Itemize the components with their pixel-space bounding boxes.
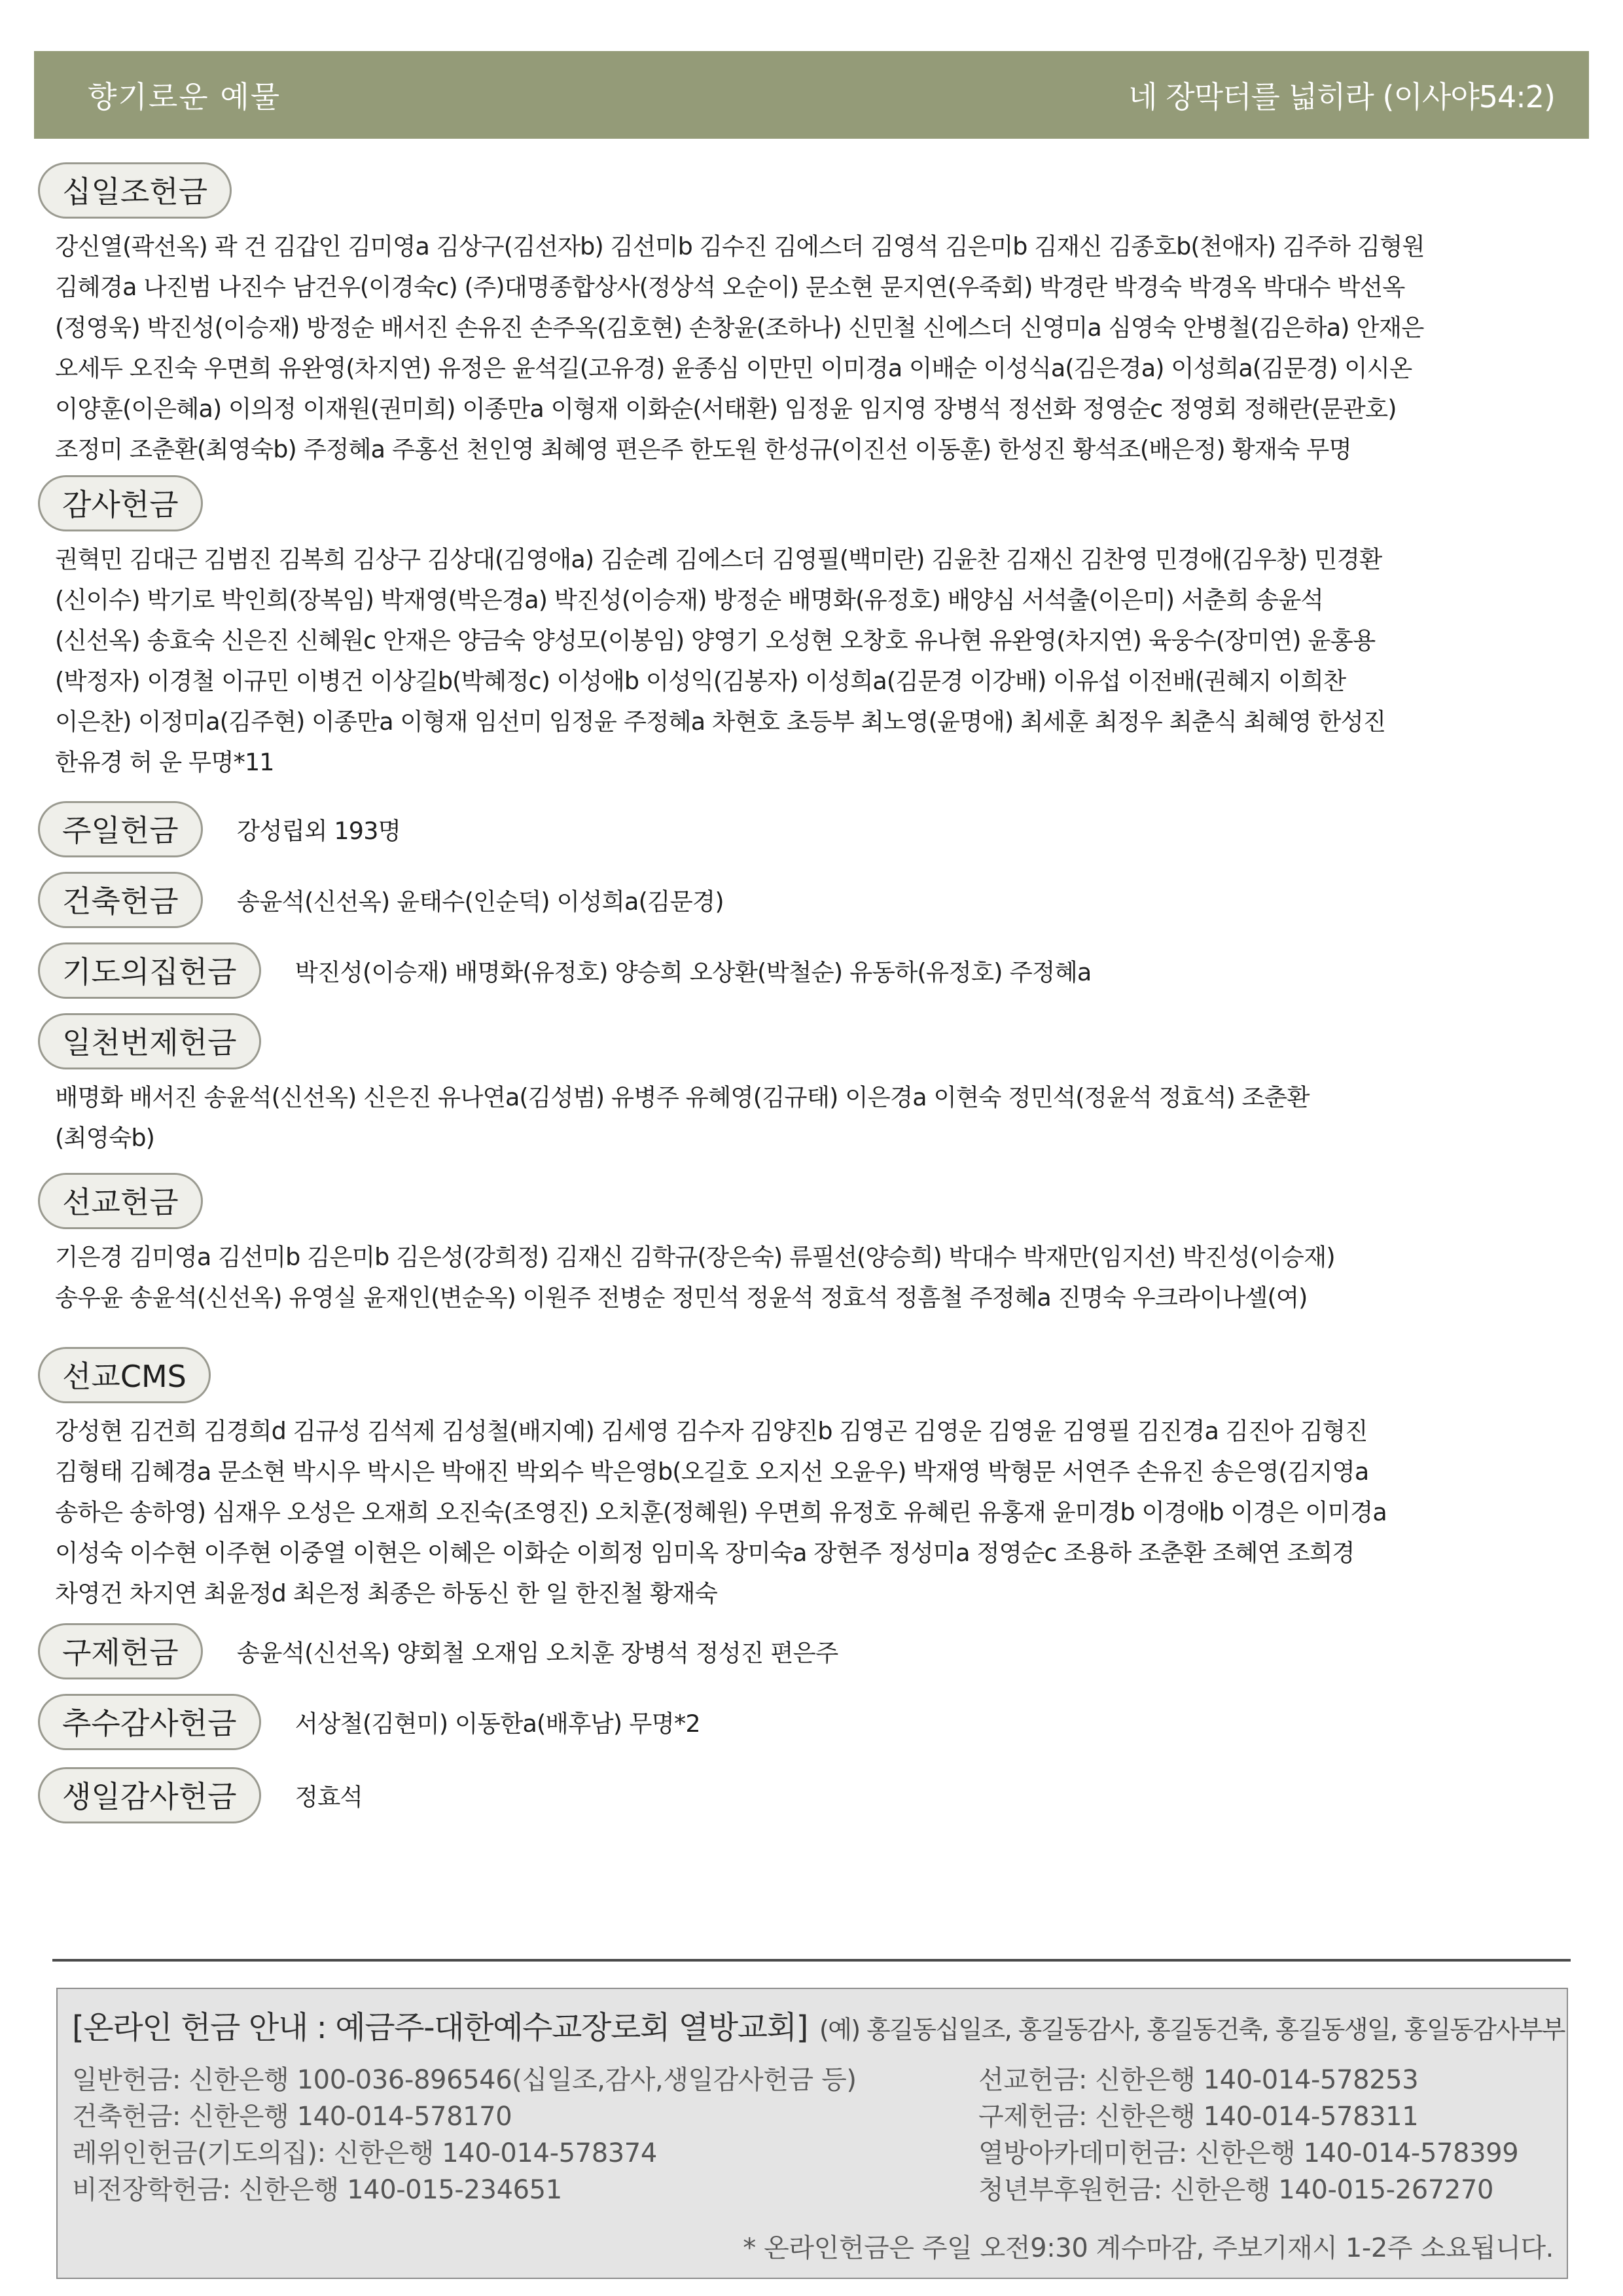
name-line: 배명화 배서진 송윤석(신선옥) 신은진 유나연a(김성범) 유병주 유혜영(김규태) 이은경a 이현숙 정민석(정윤석 정효석) 조춘환 <box>55 1083 1310 1111</box>
relief-row <box>38 1623 1586 1679</box>
name-line: 김형태 김혜경a 문소현 박시우 박시은 박애진 박외수 박은영b(오길호 오지선 오윤우) 박재영 박형문 서연주 손유진 송은영(김지영a <box>55 1458 1369 1486</box>
prayer-house-row <box>38 942 1586 999</box>
name-line: 강성현 김건희 김경희d 김규성 김석제 김성철(배지예) 김세영 김수자 김양진b 김영곤 김영운 김영윤 김영필 김진경a 김진아 김형진 <box>55 1417 1368 1445</box>
name-line: 이성숙 이수현 이주현 이중열 이현은 이혜은 이화순 이희정 임미옥 장미숙a 장현주 정성미a 정영순c 조용하 조춘환 조혜연 조희경 <box>55 1539 1355 1567</box>
footer-example: (예) 홍길동십일조, 홍길동감사, 홍길동건축, 홍길동생일, 홍일동감사부부 <box>819 2015 1565 2044</box>
account-columns <box>72 2062 1554 2208</box>
online-offering-box <box>56 1988 1568 2279</box>
account-item: 열방아카데미헌금: 신한은행 140-014-578399 <box>978 2138 1519 2168</box>
name-line: 이은찬) 이정미a(김주현) 이종만a 이형재 임선미 임정윤 주정혜a 차현호 초등부 최노영(윤명애) 최세훈 최정우 최춘식 최혜영 한성진 <box>55 708 1386 736</box>
prayer-house-label: 기도의집헌금 <box>38 942 261 999</box>
name-line: 권혁민 김대근 김범진 김복희 김상구 김상대(김영애a) 김순례 김에스더 김영필(백미란) 김윤찬 김재신 김찬영 민경애(김우창) 민경환 <box>55 545 1382 573</box>
name-line: (박정자) 이경철 이규민 이병건 이상길b(박혜정c) 이성애b 이성익(김봉자) 이성희a(김문경 이강배) 이유섭 이전배(권혜지 이희찬 <box>55 667 1346 695</box>
mission-cms-label: 선교CMS <box>38 1347 211 1403</box>
name-line: (신선옥) 송효숙 신은진 신혜원c 안재은 양금숙 양성모(이봉임) 양영기 오성현 오창호 유나현 유완영(차지연) 육웅수(장미연) 윤홍용 <box>55 626 1376 655</box>
footer-divider <box>52 1959 1571 1962</box>
birthday-label: 생일감사헌금 <box>38 1767 261 1823</box>
sunday-label: 주일헌금 <box>38 801 203 857</box>
account-item: 레위인헌금(기도의집): 신한은행 140-014-578374 <box>72 2138 657 2168</box>
birthday-row <box>38 1767 1586 1823</box>
firstfruits-label: 일천번제헌금 <box>38 1013 261 1069</box>
thanks-label: 감사헌금 <box>38 475 203 531</box>
birthday-names: 정효석 <box>294 1783 363 1811</box>
tithe-section <box>38 162 1586 470</box>
mission-cms-names <box>38 1411 1586 1614</box>
account-item: 건축헌금: 신한은행 140-014-578170 <box>72 2102 512 2132</box>
firstfruits-section <box>38 1013 1586 1158</box>
relief-label: 구제헌금 <box>38 1623 203 1679</box>
mission-cms-section <box>38 1347 1586 1614</box>
thanks-section <box>38 475 1586 783</box>
account-list-right <box>978 2062 1554 2208</box>
name-line: 오세두 오진숙 우면희 유완영(차지연) 유정은 윤석길(고유경) 윤종심 이만민 이미경a 이배순 이성식a(김은경a) 이성희a(김문경) 이시온 <box>55 354 1412 382</box>
name-line: 조정미 조춘환(최영숙b) 주정혜a 주홍선 천인영 최혜영 편은주 한도원 한성규(이진선 이동훈) 한성진 황석조(배은정) 황재숙 무명 <box>55 435 1351 463</box>
sunday-row <box>38 801 1586 857</box>
harvest-row <box>38 1694 1586 1750</box>
name-line: 한유경 허 운 무명*11 <box>55 748 274 776</box>
name-line: 차영건 차지연 최윤정d 최은정 최종은 하동신 한 일 한진철 황재숙 <box>55 1579 717 1607</box>
mission-names <box>38 1237 1586 1318</box>
account-item: 일반헌금: 신한은행 100-036-896546(십일조,감사,생일감사헌금 등) <box>72 2065 857 2095</box>
account-item: 구제헌금: 신한은행 140-014-578311 <box>978 2102 1419 2132</box>
name-line: 강신열(곽선옥) 곽 건 김갑인 김미영a 김상구(김선자b) 김선미b 김수진 김에스더 김영석 김은미b 김재신 김종호b(천애자) 김주하 김형원 <box>55 232 1425 260</box>
harvest-names: 서상철(김현미) 이동한a(배후남) 무명*2 <box>294 1710 700 1738</box>
header-verse: 네 장막터를 넓히라 (이사야54:2) <box>1128 79 1555 115</box>
name-line: 김혜경a 나진범 나진수 남건우(이경숙c) (주)대명종합상사(정상석 오순이) 문소현 문지연(우죽회) 박경란 박경숙 박경옥 박대수 박선옥 <box>55 273 1405 301</box>
account-item: 선교헌금: 신한은행 140-014-578253 <box>978 2065 1419 2095</box>
firstfruits-names <box>38 1077 1586 1158</box>
account-item: 청년부후원헌금: 신한은행 140-015-267270 <box>978 2175 1494 2205</box>
account-list-left <box>72 2062 978 2208</box>
footer-title: [온라인 헌금 안내 : 예금주-대한예수교장로회 열방교회] <box>72 2009 808 2046</box>
name-line: 송우윤 송윤석(신선옥) 유영실 윤재인(변순옥) 이원주 전병순 정민석 정윤석 정효석 정흠철 주정혜a 진명숙 우크라이나셀(여) <box>55 1283 1308 1312</box>
footer-heading <box>72 2002 1565 2047</box>
harvest-label: 추수감사헌금 <box>38 1694 261 1750</box>
building-row <box>38 872 1586 928</box>
thanks-names <box>38 539 1586 783</box>
name-line: (신이수) 박기로 박인희(장복임) 박재영(박은경a) 박진성(이승재) 방정순 배명화(유정호) 배양심 서석출(이은미) 서춘희 송윤석 <box>55 586 1323 614</box>
sunday-names: 강성립외 193명 <box>236 817 401 845</box>
footer-note: * 온라인헌금은 주일 오전9:30 계수마감, 주보기재시 1-2주 소요됩니다. <box>743 2233 1554 2263</box>
name-line: (최영숙b) <box>55 1124 155 1152</box>
name-line: (정영욱) 박진성(이승재) 방정순 배서진 손유진 손주옥(김호현) 손창윤(조하나) 신민철 신에스더 신영미a 심영숙 안병철(김은하a) 안재은 <box>55 314 1424 342</box>
prayer-house-names: 박진성(이승재) 배명화(유정호) 양승희 오상환(박철순) 유동하(유정호) 주정혜a <box>294 958 1092 986</box>
account-item: 비전장학헌금: 신한은행 140-015-234651 <box>72 2175 562 2205</box>
page-header <box>34 51 1589 139</box>
header-title: 향기로운 예물 <box>88 79 281 115</box>
name-line: 이양훈(이은혜a) 이의정 이재원(권미희) 이종만a 이형재 이화순(서태환) 임정윤 임지영 장병석 정선화 정영순c 정영회 정해란(문관호) <box>55 395 1397 423</box>
relief-names: 송윤석(신선옥) 양회철 오재임 오치훈 장병석 정성진 편은주 <box>236 1639 838 1667</box>
name-line: 송하은 송하영) 심재우 오성은 오재희 오진숙(조영진) 오치훈(정혜원) 우면희 유정호 유혜린 유홍재 윤미경b 이경애b 이경은 이미경a <box>55 1498 1387 1526</box>
tithe-label: 십일조헌금 <box>38 162 232 219</box>
mission-section <box>38 1173 1586 1318</box>
mission-label: 선교헌금 <box>38 1173 203 1229</box>
name-line: 기은경 김미영a 김선미b 김은미b 김은성(강희정) 김재신 김학규(장은숙) 류필선(양승희) 박대수 박재만(임지선) 박진성(이승재) <box>55 1243 1335 1271</box>
building-label: 건축헌금 <box>38 872 203 928</box>
building-names: 송윤석(신선옥) 윤태수(인순덕) 이성희a(김문경) <box>236 888 724 916</box>
tithe-names <box>38 226 1586 470</box>
